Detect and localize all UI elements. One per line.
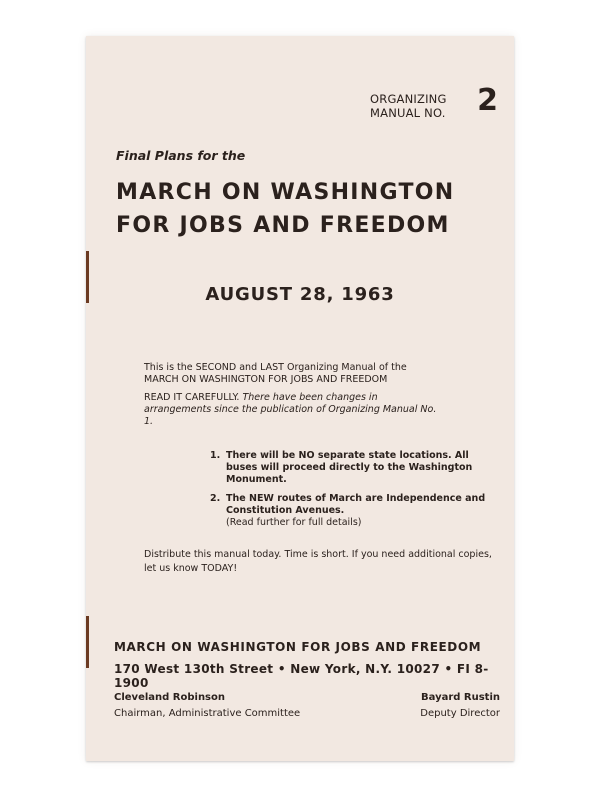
list-item-note: (Read further for full details) bbox=[226, 517, 362, 528]
changes-list bbox=[210, 450, 500, 536]
manual-label-line2: MANUAL NO. bbox=[370, 106, 446, 120]
intro-paragraph: This is the SECOND and LAST Organizing Manual of the MARCH ON WASHINGTON FOR JOBS AND FREEDOM bbox=[144, 362, 407, 385]
read-lead: READ IT CAREFULLY. bbox=[144, 392, 240, 403]
list-item-text: There will be NO separate state locations. All buses will proceed directly to the Washington Monument. bbox=[226, 450, 473, 485]
page-title bbox=[116, 176, 506, 242]
distribute-notice: Distribute this manual today. Time is short. If you need additional copies, let us know TODAY! bbox=[144, 549, 492, 574]
list-item-number: 1. bbox=[210, 450, 221, 461]
read-rest: There have been changes in arrangements since the publication of Organizing Manual No. 1. bbox=[144, 392, 437, 427]
signature-right-title: Deputy Director bbox=[420, 708, 500, 719]
signature-left-title: Chairman, Administrative Committee bbox=[114, 708, 301, 719]
title-line-1: MARCH ON WASHINGTON bbox=[116, 180, 455, 205]
read-carefully-paragraph bbox=[144, 392, 444, 428]
signature-right-name: Bayard Rustin bbox=[421, 692, 500, 703]
event-date: AUGUST 28, 1963 bbox=[205, 284, 395, 305]
manual-label bbox=[370, 92, 460, 120]
list-item bbox=[210, 493, 500, 529]
list-item-text: The NEW routes of March are Independence and Constitution Avenues. bbox=[226, 493, 486, 516]
staple-bottom bbox=[86, 616, 89, 668]
manual-label-line1: ORGANIZING bbox=[370, 92, 447, 106]
signature-left-name: Cleveland Robinson bbox=[114, 692, 226, 703]
signature-right bbox=[420, 690, 500, 722]
signature-left bbox=[114, 690, 300, 722]
footer-org-name: MARCH ON WASHINGTON FOR JOBS AND FREEDOM bbox=[114, 640, 482, 654]
manual-number: 2 bbox=[477, 83, 498, 118]
title-line-2: FOR JOBS AND FREEDOM bbox=[116, 213, 450, 238]
manual-page bbox=[86, 36, 514, 761]
list-item bbox=[210, 450, 500, 486]
list-item-number: 2. bbox=[210, 493, 221, 504]
heading-intro: Final Plans for the bbox=[116, 148, 246, 163]
footer-address: 170 West 130th Street • New York, N.Y. 10027 • FI 8-1900 bbox=[114, 662, 489, 690]
intro-section bbox=[144, 362, 444, 434]
